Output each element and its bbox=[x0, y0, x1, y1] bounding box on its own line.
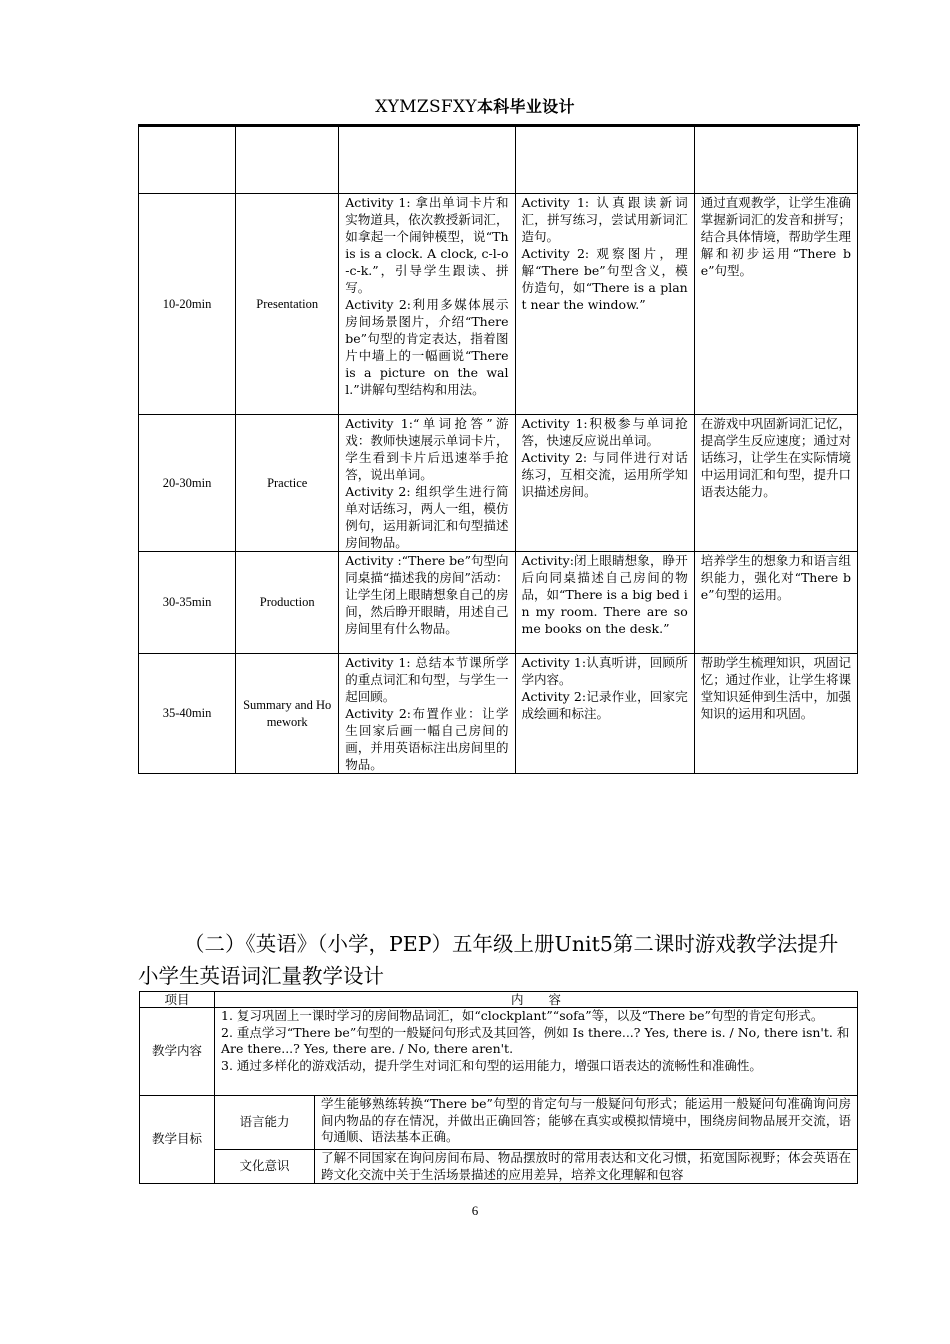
student-activity-text: Activity 2: 与同伴进行对话练习，互相交流，运用所学知识描述房间。 bbox=[521, 450, 688, 499]
lesson-procedure-table bbox=[138, 126, 858, 774]
teacher-activity-cell bbox=[339, 127, 515, 194]
teaching-content-cell bbox=[215, 1008, 858, 1096]
time-cell: 30-35min bbox=[139, 552, 236, 654]
purpose-activity-cell bbox=[694, 552, 857, 654]
teaching-content-line: 2. 重点学习“There be”句型的一般疑问句形式及其回答，例如 Is there...? Yes, there is. / No, there isn't. 和 Are there...? Yes, there are. / No, there aren't. bbox=[221, 1024, 850, 1056]
student-activity-text: Activity 2:记录作业，回家完成绘画和标注。 bbox=[521, 689, 688, 721]
teaching-design-table bbox=[139, 991, 858, 1184]
teaching-content-line: 1. 复习巩固上一课时学习的房间物品词汇，如“clockplant”“sofa”等，以及“There be”句型的肯定句形式。 bbox=[221, 1008, 824, 1023]
teaching-content-line: 3. 通过多样化的游戏活动，提升学生对词汇和句型的运用能力，增强口语表达的流畅性和准确性。 bbox=[221, 1057, 762, 1073]
student-activity-cell bbox=[515, 654, 694, 774]
lesson-row bbox=[139, 654, 858, 774]
teaching-content-row bbox=[140, 1008, 858, 1096]
goal-label: 文化意识 bbox=[215, 1150, 315, 1184]
purpose-activity-text: 帮助学生梳理知识，巩固记忆；通过作业，让学生将课堂知识延伸到生活中，加强知识的运用和巩固。 bbox=[700, 655, 851, 721]
time-cell: 10-20min bbox=[139, 194, 236, 415]
purpose-activity-cell bbox=[694, 415, 857, 552]
lesson-row bbox=[139, 552, 858, 654]
header-right-text: 本科毕业设计 bbox=[476, 97, 575, 116]
lesson-row bbox=[139, 127, 858, 194]
stage-cell bbox=[236, 127, 339, 194]
goal-row bbox=[140, 1150, 858, 1184]
student-activity-text: Activity 1: 认真跟读新词汇，拼写练习，尝试用新词汇造句。 bbox=[521, 195, 688, 244]
goal-row bbox=[140, 1096, 858, 1150]
stage-cell: Practice bbox=[236, 415, 339, 552]
purpose-activity-cell bbox=[694, 194, 857, 415]
teacher-activity-cell bbox=[339, 415, 515, 552]
teaching-goals-label: 教学目标 bbox=[140, 1096, 215, 1184]
teacher-activity-text: Activity 2:布置作业：让学生回家后画一幅自己房间的画，并用英语标注出房间里的物品。 bbox=[345, 706, 509, 772]
goal-text: 了解不同国家在询问房间布局、物品摆放时的常用表达和文化习惯，拓宽国际视野；体会英语在跨文化交流中关于生活场景描述的应用差异，培养文化理解和包容 bbox=[315, 1150, 858, 1184]
teacher-activity-cell bbox=[339, 552, 515, 654]
student-activity-cell bbox=[515, 552, 694, 654]
lesson-row bbox=[139, 415, 858, 552]
teacher-activity-text: Activity 1: 拿出单词卡片和实物道具，依次教授新词汇，如拿起一个闹钟模型，说“This is a clock. A clock, c-l-o-c-k.”，引导学生跟读、拼写。 bbox=[345, 195, 509, 295]
stage-cell: Production bbox=[236, 552, 339, 654]
header-content-cell: 内 容 bbox=[215, 992, 858, 1008]
section-title-text: （二）《英语》（小学，PEP）五年级上册Unit5第二课时游戏教学法提升小学生英语词汇量教学设计 bbox=[138, 932, 839, 988]
student-activity-text: Activity 2: 观察图片，理解“There be”句型含义，模仿造句，如“There is a plant near the window.” bbox=[521, 246, 688, 312]
purpose-activity-cell bbox=[694, 654, 857, 774]
teaching-content-label: 教学内容 bbox=[140, 1008, 215, 1096]
stage-cell: Summary and Homework bbox=[236, 654, 339, 774]
time-cell: 20-30min bbox=[139, 415, 236, 552]
teacher-activity-text: Activity 1:“单词抢答”游戏：教师快速展示单词卡片，学生看到卡片后迅速举手抢答，说出单词。 bbox=[345, 416, 509, 482]
header-left-text: XYMZSFXY bbox=[375, 97, 477, 117]
section-title bbox=[138, 928, 850, 992]
teacher-activity-cell bbox=[339, 654, 515, 774]
student-activity-cell bbox=[515, 415, 694, 552]
student-activity-text: Activity 1:积极参与单词抢答，快速反应说出单词。 bbox=[521, 416, 688, 448]
page-header bbox=[0, 94, 950, 117]
student-activity-text: Activity 1:认真听讲，回顾所学内容。 bbox=[521, 655, 688, 687]
goal-label: 语言能力 bbox=[215, 1096, 315, 1150]
student-activity-cell bbox=[515, 127, 694, 194]
student-activity-text: Activity:闭上眼睛想象，睁开后向同桌描述自己房间的物品，如“There is a big bed in my room. There are some books on the desk.” bbox=[521, 553, 688, 636]
header-item-cell: 项目 bbox=[140, 992, 215, 1008]
stage-cell: Presentation bbox=[236, 194, 339, 415]
design-table-header-row bbox=[140, 992, 858, 1008]
lesson-row bbox=[139, 194, 858, 415]
time-cell bbox=[139, 127, 236, 194]
teacher-activity-cell bbox=[339, 194, 515, 415]
purpose-activity-text: 培养学生的想象力和语言组织能力，强化对“There be”句型的运用。 bbox=[700, 553, 851, 602]
purpose-activity-cell bbox=[694, 127, 857, 194]
teacher-activity-text: Activity 2:利用多媒体展示房间场景图片，介绍“There be”句型的肯定表达，指着图片中墙上的一幅画说“There is a picture on the wall.”讲解句型结构和用法。 bbox=[345, 297, 509, 397]
time-cell: 35-40min bbox=[139, 654, 236, 774]
purpose-activity-text: 在游戏中巩固新词汇记忆，提高学生反应速度；通过对话练习，让学生在实际情境中运用词汇和句型，提升口语表达能力。 bbox=[700, 416, 851, 499]
purpose-activity-text: 通过直观教学，让学生准确掌握新词汇的发音和拼写；结合具体情境，帮助学生理解和初步运用“There be”句型。 bbox=[700, 195, 851, 278]
teacher-activity-text: Activity :“There be”句型向同桌描“描述我的房间”活动：让学生闭上眼睛想象自己的房间，然后睁开眼睛，用述自己房间里有什么物品。 bbox=[345, 553, 509, 636]
teacher-activity-text: Activity 1: 总结本节课所学的重点词汇和句型，与学生一起回顾。 bbox=[345, 655, 509, 704]
teacher-activity-text: Activity 2: 组织学生进行简单对话练习，两人一组，模仿例句，运用新词汇和句型描述房间物品。 bbox=[345, 484, 509, 550]
page-number: 6 bbox=[471, 1203, 479, 1218]
student-activity-cell bbox=[515, 194, 694, 415]
goal-text: 学生能够熟练转换“There be”句型的肯定句与一般疑问句形式；能运用一般疑问句准确询问房间内物品的存在情况，并做出正确回答；能够在真实或模拟情境中，围绕房间物品展开交流，语句通顺、语法基本正确。 bbox=[315, 1096, 858, 1150]
